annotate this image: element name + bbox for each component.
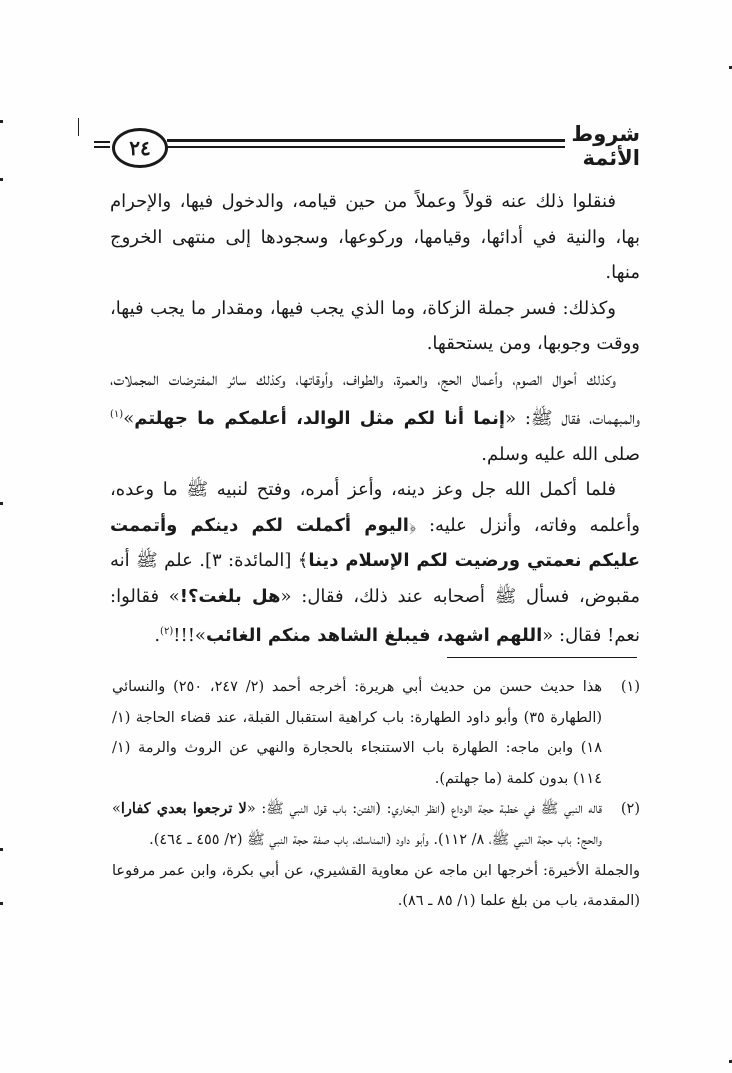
footnote-separator [447, 657, 637, 658]
hadith-quote-close: » [123, 408, 135, 429]
paragraph-3-end: صلى الله عليه وسلم. [481, 443, 640, 465]
paragraph-4-text-c: » فقالوا: نعم! فقال: « [110, 585, 640, 646]
page-number: ٢٤ [112, 128, 168, 168]
main-text [110, 184, 640, 654]
footnote-number: (٢) [620, 801, 640, 818]
paragraph-4-text-b: ﴾ [المائدة: ٣]. علم ﷺ أنه مقبوض، فسأل ﷺ أصحابه عند ذلك، فقال: « [110, 550, 640, 607]
hadith-quote-3: اللهم اشهد، فيبلغ الشاهد منكم الغائب [205, 625, 543, 646]
paragraph-2 [110, 291, 640, 362]
paragraph-3-text: وكذلك أحوال الصوم، وأعمال الحج، والعمرة، والطواف، وأوقاتها، وكذلك سائر المفترضات المجملات، والمبهمات، فقال ﷺ: « [110, 368, 641, 429]
header-rule [167, 139, 565, 148]
footnotes [112, 672, 640, 917]
header-rule-ornament [94, 141, 110, 148]
paragraph-1-text: فنقلوا ذلك عنه قولاً وعملاً من حين قيامه، والدخول فيها، والإحرام بها، والنية في أدائها، وقيامها، وركوعها، وسجودها إلى منتهى الخروج منها. [110, 191, 640, 283]
footnote-ref-1: (١) [110, 409, 124, 420]
paragraph-4-text-d: »!!! [173, 625, 206, 646]
hadith-quote-2: هل بلغت؟! [179, 585, 281, 607]
paragraph-3 [110, 362, 640, 473]
paragraph-1 [110, 184, 640, 291]
footnote-2-text-b: » والحج: باب حجة النبي ﷺ، ٨/ ١١٢). وأبو داود (المناسك، باب صفة حجة النبي ﷺ (٢/ ٤٥٥ ـ ٤٦٤). [112, 801, 602, 848]
paragraph-2-text: وكذلك: فسر جملة الزكاة، وما الذي يجب فيها، ومقدار ما يجب فيها، ووقت وجوبها، ومن يستحقها. [110, 297, 640, 354]
footnote-2-quote: لا ترجعوا بعدي كفارا [120, 800, 247, 818]
scan-mark-top [78, 118, 79, 136]
footnote-text [112, 794, 602, 855]
scan-mark-left-1 [0, 120, 3, 123]
page-header [112, 122, 640, 182]
scan-mark-left-5 [0, 902, 3, 905]
quran-verse: اليوم أكملت لكم دينكم وأتممت عليكم نعمتي ورضيت لكم الإسلام دينا [110, 514, 641, 571]
paragraph-4-end: . [154, 625, 161, 646]
hadith-quote: إنما أنا لكم مثل الوالد، أعلمكم ما جهلتم [134, 408, 506, 429]
footnote-2 [112, 794, 640, 855]
footnote-number: (١) [620, 679, 640, 695]
footnote-1 [112, 672, 640, 794]
scan-mark-left-3 [0, 502, 3, 505]
paragraph-4 [110, 472, 640, 654]
footnote-2-text-a: قاله النبي ﷺ في خطبة حجة الوداع (انظر البخاري: (الفتن: باب قول النبي ﷺ: « [246, 801, 602, 818]
footnote-2-continuation: والجملة الأخيرة: أخرجها ابن ماجه عن معاوية القشيري، عن أبي بكرة، وابن عمر مرفوعا (المقدمة، باب من بلغ علما (١/ ٨٥ ـ ٨٦). [112, 862, 640, 910]
footnote-ref-2: (٢) [160, 626, 174, 637]
scan-mark-left-2 [0, 178, 3, 181]
scan-mark-left-4 [0, 848, 3, 851]
running-title: شروط الأئمة [571, 122, 640, 170]
footnote-text: هذا حديث حسن من حديث أبي هريرة: أخرجه أحمد (٢/ ٢٤٧، ٢٥٠) والنسائي (الطهارة ٣٥) وأبو داود الطهارة: باب كراهية استقبال القبلة، عند قضاء الحاجة (١/ ١٨) وابن ماجه: الطهارة باب الاستنجاء بالحجارة والنهي عن الروث والرمة (١/ ١١٤) بدون كلمة (ما جهلتم). [112, 679, 602, 787]
paragraph-4-text-a: فلما أكمل الله جل وعز دينه، وأعز أمره، وفتح لنبيه ﷺ ما وعده، وأعلمه وفاته، وأنزل عليه: ﴿ [110, 479, 640, 536]
